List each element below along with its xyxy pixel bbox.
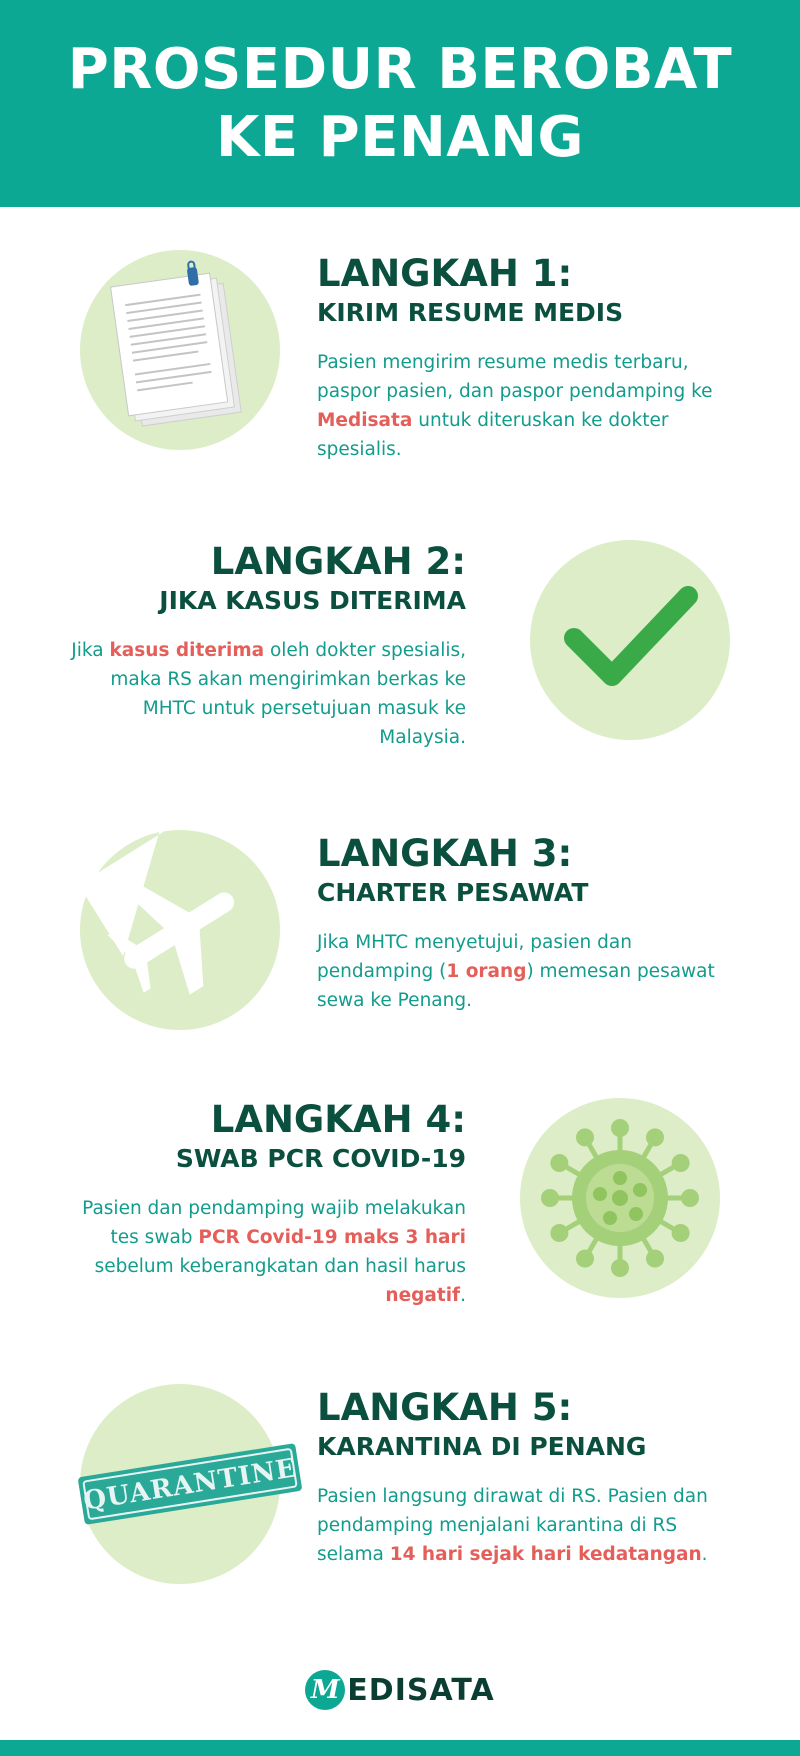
virus-spike-tip — [550, 1224, 568, 1242]
virus-spike-tip — [646, 1250, 664, 1268]
step-4-subtitle: SWAB PCR COVID-19 — [175, 1144, 466, 1173]
step-2-subtitle: JIKA KASUS DITERIMA — [159, 586, 466, 615]
step-3-subtitle: CHARTER PESAWAT — [317, 878, 589, 907]
highlight-text: 1 orang — [446, 961, 527, 982]
highlight-text: negatif — [385, 1285, 461, 1306]
step-2-circle — [530, 540, 730, 740]
virus-spike-tip — [576, 1250, 594, 1268]
step-4-text — [66, 1098, 466, 1310]
logo-text: EDISATA — [347, 1672, 495, 1708]
step-5-circle — [80, 1384, 299, 1584]
description-text: Jika — [71, 640, 110, 661]
step-1-subtitle: KIRIM RESUME MEDIS — [317, 298, 624, 327]
step-2-title: LANGKAH 2: — [210, 540, 466, 583]
quarantine-stamp-text: QUARANTINE — [81, 1453, 299, 1517]
description-text: oleh dokter spesialis, maka RS akan mengirimkan berkas ke MHTC untuk persetujuan masuk ke Malaysia. — [110, 640, 466, 748]
step-1-circle — [80, 250, 280, 450]
step-4-description — [66, 1194, 466, 1310]
footer-bar — [0, 1740, 800, 1756]
virus-spike-tip — [541, 1189, 559, 1207]
description-text: Pasien mengirim resume medis terbaru, paspor pasien, dan paspor pendamping ke — [317, 352, 713, 402]
step-2-text — [66, 540, 466, 752]
description-text: sebelum keberangkatan dan hasil harus — [94, 1256, 466, 1277]
step-3-description — [317, 928, 717, 1015]
virus-spike-tip — [611, 1259, 629, 1277]
description-text: . — [701, 1544, 708, 1565]
virus-spike-tip — [681, 1189, 699, 1207]
virus-spike-tip — [672, 1154, 690, 1172]
virus-spike-tip — [672, 1224, 690, 1242]
virus-spike-tip — [611, 1119, 629, 1137]
virus-icon — [520, 1098, 720, 1298]
step-1-description — [317, 348, 717, 464]
documents-icon — [80, 250, 280, 450]
airplane-icon — [80, 830, 280, 1030]
step-2-description — [66, 636, 466, 752]
description-text: Jika MHTC menyetujui, pasien dan pendamping ( — [317, 932, 632, 982]
step-3-title: LANGKAH 3: — [317, 832, 573, 875]
virus-spike-tip — [550, 1154, 568, 1172]
description-text: untuk diteruskan ke dokter spesialis. — [317, 410, 669, 460]
header-banner — [0, 0, 800, 207]
virus-spike-tip — [646, 1128, 664, 1146]
checkmark-icon — [530, 540, 730, 740]
step-4-title: LANGKAH 4: — [210, 1098, 466, 1141]
step-3-circle — [80, 830, 280, 1030]
highlight-text: kasus diterima — [109, 640, 265, 661]
description-text: Pasien dan pendamping wajib melakukan tes swab — [82, 1198, 466, 1248]
medisata-logo — [0, 1665, 800, 1715]
step-5-subtitle: KARANTINA DI PENANG — [317, 1432, 647, 1461]
highlight-text: PCR Covid-19 maks 3 hari — [198, 1227, 466, 1248]
step-4-circle — [520, 1098, 720, 1298]
step-5-description — [317, 1482, 717, 1569]
description-text: . — [460, 1285, 466, 1306]
description-text: Pasien langsung dirawat di RS. Pasien dan pendamping menjalani karantina di RS selama — [317, 1486, 708, 1565]
step-5-title: LANGKAH 5: — [317, 1386, 573, 1429]
highlight-text: Medisata — [317, 410, 413, 431]
highlight-text: 14 hari sejak hari kedatangan — [389, 1544, 702, 1565]
page-title-line-1: PROSEDUR BEROBAT — [67, 36, 733, 102]
quarantine-stamp-icon — [60, 1384, 320, 1584]
description-text: ) memesan pesawat sewa ke Penang. — [317, 961, 715, 1011]
step-5-text — [317, 1386, 717, 1569]
step-3-text — [317, 832, 717, 1015]
step-1-title: LANGKAH 1: — [317, 252, 573, 295]
step-1-text — [317, 252, 717, 464]
page-title-line-2: KE PENANG — [216, 104, 584, 170]
logo-mark: M — [305, 1670, 345, 1710]
virus-spike-tip — [576, 1128, 594, 1146]
